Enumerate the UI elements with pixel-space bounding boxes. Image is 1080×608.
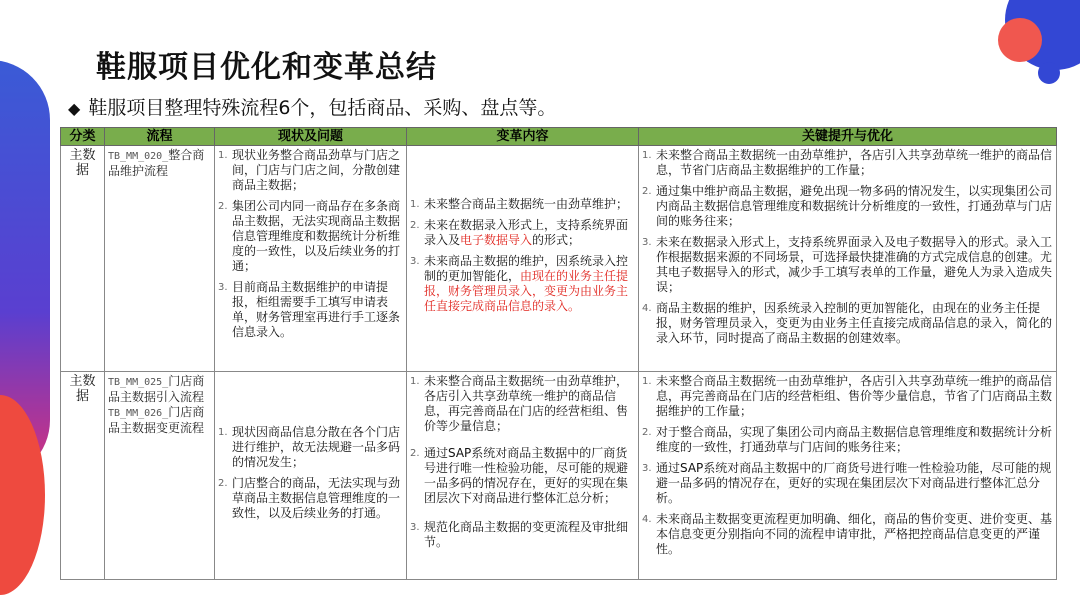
list-item: 1. 现状因商品信息分散在各个门店进行维护，故无法规避一品多码的情况发生；	[218, 424, 401, 469]
improvements-cell	[639, 146, 1057, 372]
list-item: 1. 未来整合商品主数据统一由劲草维护，各店引入共享劲草统一维护的商品信息，节省门店商品主数据维护的工作量；	[642, 148, 1053, 177]
list-item: 3. 通过SAP系统对商品主数据中的厂商货号进行唯一性检验功能，尽可能的规避一品多码的情况存在，更好的实现在集团层次下对商品进行整体汇总分析。	[642, 461, 1052, 505]
subtitle-text: 鞋服项目整理特殊流程6个，包括商品、采购、盘点等。	[88, 97, 557, 119]
list-item: 1. 未来整合商品主数据统一由劲草维护，各店引入共享劲草统一维护的商品信息，再完善商品在门店的经营柜组、售价等少量信息；	[410, 374, 629, 433]
improvements-cell	[639, 372, 1057, 580]
list-item: 4. 未来商品主数据变更流程更加明确、细化，商品的售价变更、进价变更、基本信息变更分别指向不同的流程申请审批，严格把控商品信息变更的严谨性。	[642, 512, 1053, 556]
decor-blue-circle-small	[1038, 62, 1060, 84]
changes-cell	[407, 372, 639, 580]
list-item: 3. 未来商品主数据的维护，因系统录入控制的更加智能化，由现在的业务主任提报，财务管理员录入，变更为由业务主任直接完成商品信息的录入。	[410, 254, 629, 313]
highlight-text: 电子数据导入	[460, 233, 533, 247]
table-row	[61, 146, 1057, 372]
list-item: 3. 规范化商品主数据的变更流程及审批细节。	[410, 520, 629, 549]
list-item: 2. 未来在数据录入形式上，支持系统界面录入及电子数据导入的形式；	[410, 218, 629, 247]
issues-cell	[215, 146, 407, 372]
process-cell	[105, 372, 215, 580]
list-item: 4. 商品主数据的维护，因系统录入控制的更加智能化，由现在的业务主任提报，财务管理员录入，变更为由业务主任直接完成商品信息的录入，简化的录入环节，同时提高了商品主数据的创建效率。	[642, 301, 1053, 345]
list-item: 2. 通过集中维护商品主数据，避免出现一物多码的情况发生，以实现集团公司内商品主数据信息管理维度和数据统计分析维度的一致性，打通劲草与门店间的账务往来；	[642, 184, 1053, 228]
header-process: 流程	[105, 128, 215, 146]
header-issues: 现状及问题	[215, 128, 407, 146]
list-item: 1. 未来整合商品主数据统一由劲草维护；	[410, 197, 629, 211]
header-improvements: 关键提升与优化	[639, 128, 1057, 146]
process-cell	[105, 146, 215, 372]
process-entry: TB_MM_025_门店商品主数据引入流程	[108, 374, 205, 404]
list-item: 2. 集团公司内同一商品存在多条商品主数据，无法实现商品主数据信息管理维度和数据统计分析维度的一致性，以及后续业务的打通；	[218, 199, 401, 273]
list-item: 2. 对于整合商品，实现了集团公司内商品主数据信息管理维度和数据统计分析维度的一致性，打通劲草与门店间的账务往来；	[642, 425, 1053, 454]
table-header-row	[61, 128, 1057, 146]
issues-cell	[215, 372, 407, 580]
process-code: TB_MM_020_	[108, 151, 169, 162]
list-item: 1. 未来整合商品主数据统一由劲草维护，各店引入共享劲草统一维护的商品信息，再完善商品在门店的经营柜组、售价等少量信息，节省了门店商品主数据维护的工作量；	[642, 374, 1053, 418]
slide-title: 鞋服项目优化和变革总结	[96, 50, 437, 85]
category-cell: 主数据	[61, 146, 105, 372]
process-name: 整合商品维护流程	[108, 148, 205, 178]
list-item: 3. 目前商品主数据维护的申请提报，柜组需要手工填写申请表单，财务管理室再进行手工逐条信息录入。	[218, 280, 401, 339]
table-row	[61, 372, 1057, 580]
list-item: 3. 未来在数据录入形式上，支持系统界面录入及电子数据导入的形式。录入工作根据数据来源的不同场景，可选择最快捷准确的方式完成信息的创建。尤其电子数据导入的形式，减少手工填写表单的工作量，避免人为录入造成失误；	[642, 235, 1053, 294]
process-entry: TB_MM_026_门店商品主数据变更流程	[108, 405, 205, 435]
slide-subtitle	[68, 93, 556, 120]
changes-cell	[407, 146, 639, 372]
category-cell: 主数据	[61, 372, 105, 580]
diamond-bullet-icon: ◆	[68, 99, 81, 118]
header-changes: 变革内容	[407, 128, 639, 146]
list-item: 1. 现状业务整合商品劲草与门店之间，门店与门店之间，分散创建商品主数据；	[218, 148, 401, 192]
highlight-text: 由现在的业务主任提报，财务管理员录入，变更为由业务主任直接完成商品信息的录入。	[424, 269, 629, 313]
list-item: 2. 通过SAP系统对商品主数据中的厂商货号进行唯一性检验功能，尽可能的规避一品多码的情况存在，更好的实现在集团层次下对商品进行整体汇总分析；	[410, 446, 629, 505]
summary-table	[60, 127, 1057, 580]
list-item: 2. 门店整合的商品，无法实现与劲草商品主数据信息管理维度的一致性，以及后续业务的打通。	[218, 475, 401, 520]
header-category: 分类	[61, 128, 105, 146]
decor-red-circle	[998, 18, 1042, 62]
